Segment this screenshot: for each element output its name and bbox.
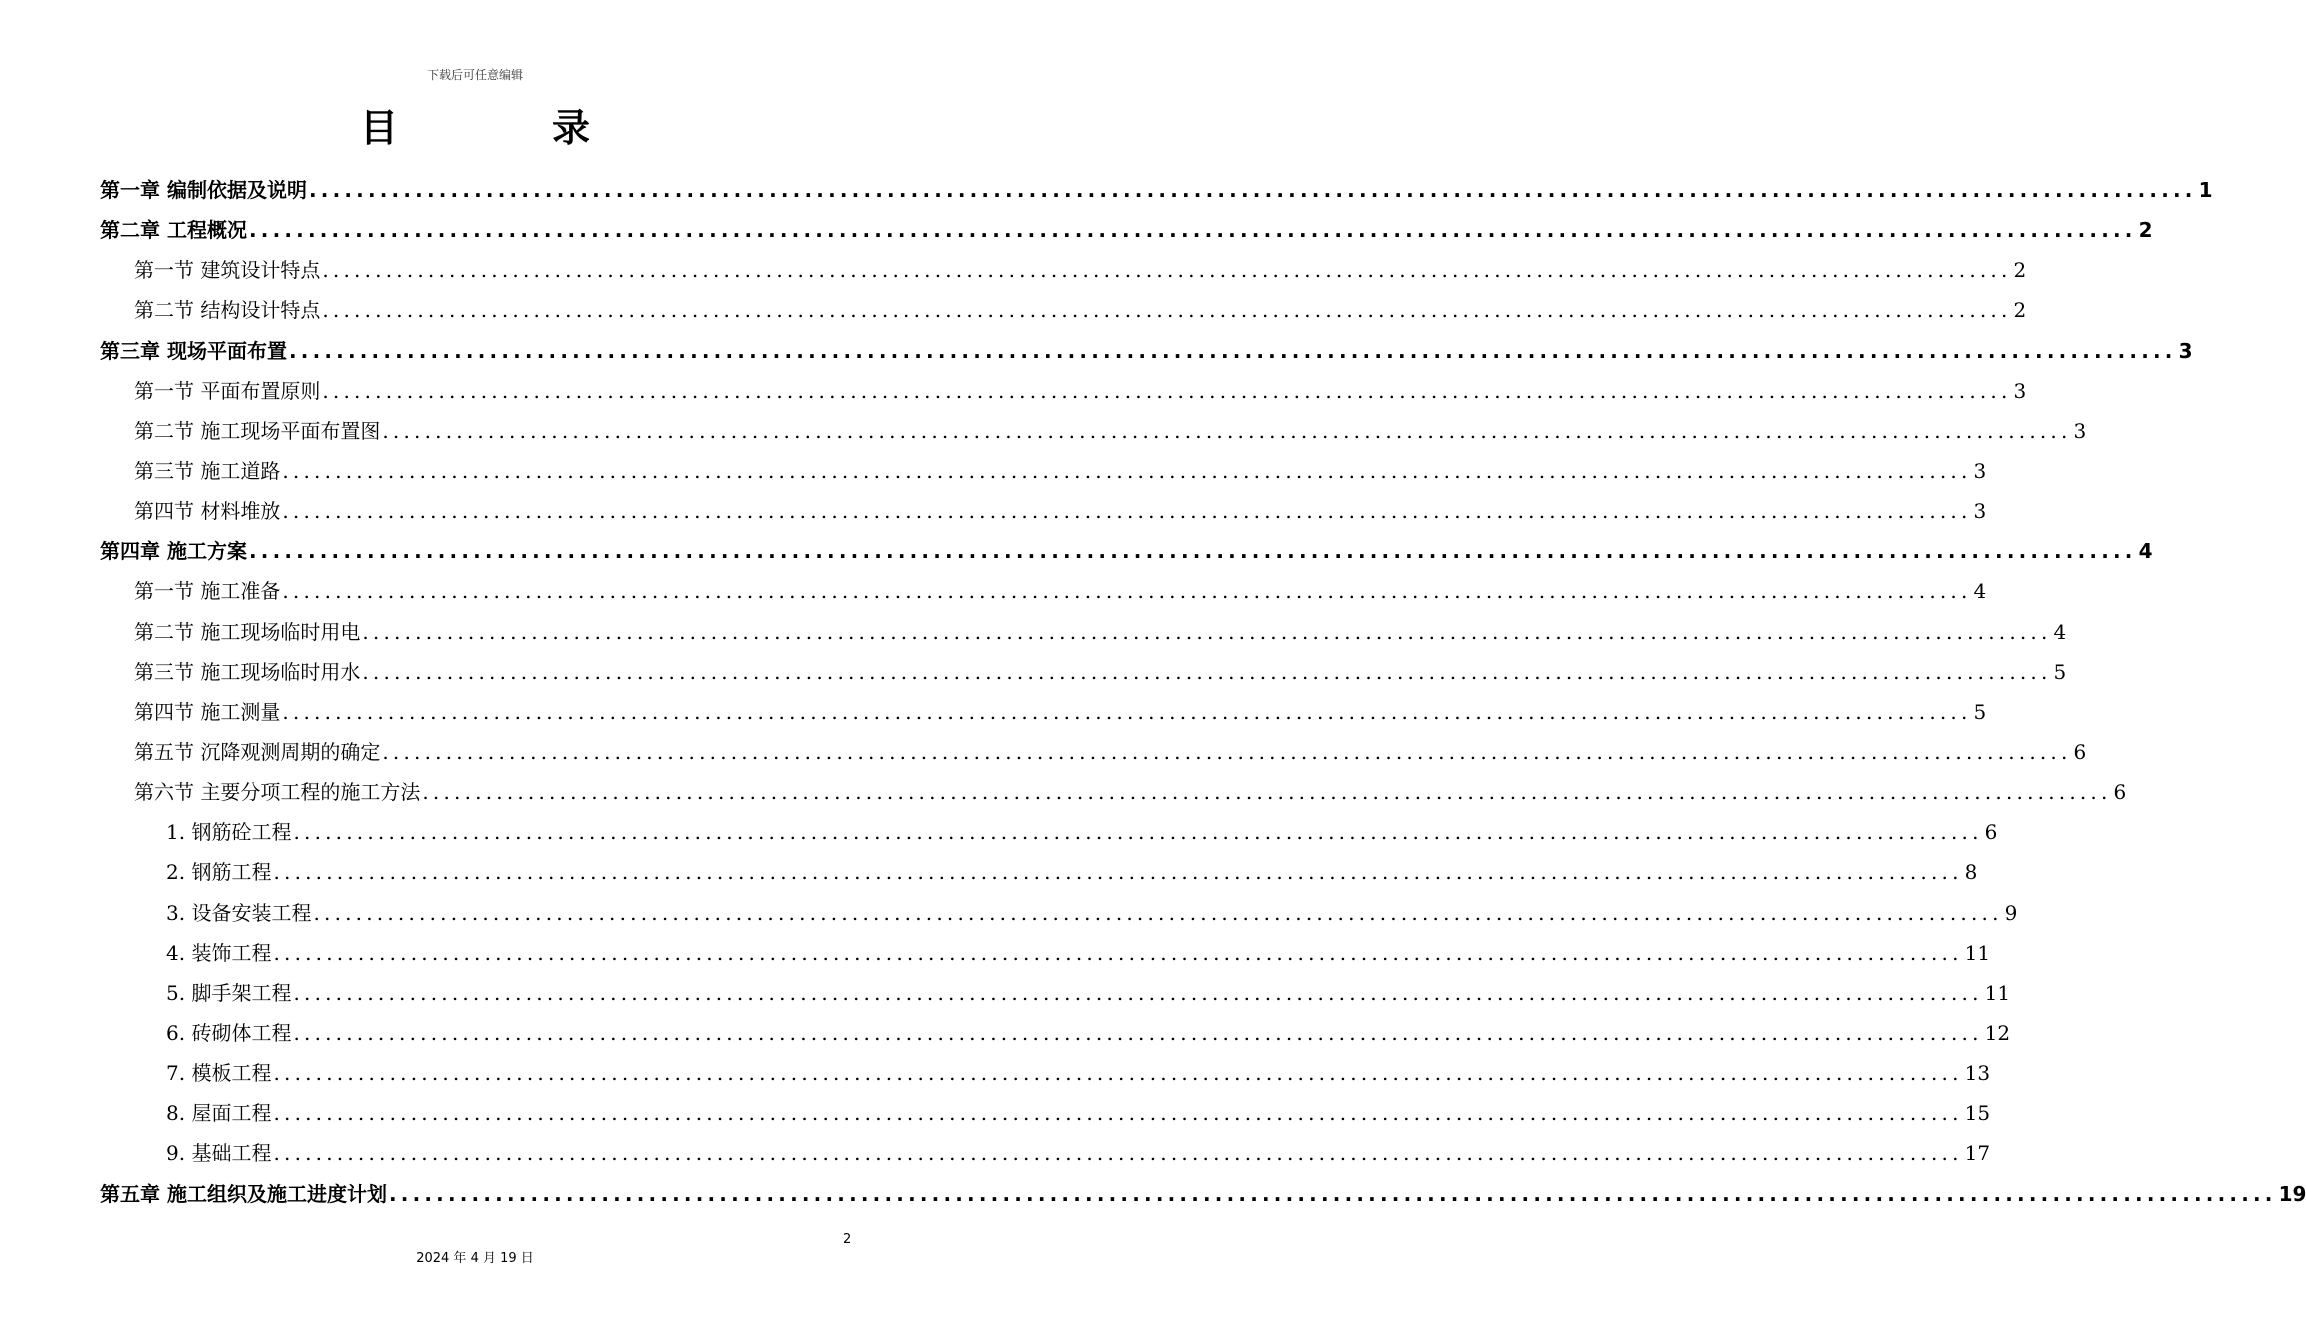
toc-entry-page: 11 bbox=[1984, 980, 2011, 1005]
toc-entry[interactable] bbox=[100, 1093, 1991, 1133]
toc-entry-label: 第三节 施工现场临时用水 bbox=[134, 659, 361, 684]
toc-entry-label: 6. 砖砌体工程 bbox=[166, 1021, 292, 1046]
toc-entry-page: 2 bbox=[2138, 218, 2153, 243]
toc-entry[interactable] bbox=[100, 491, 1987, 531]
toc-dot-leader: ................................................................................................................................................................ bbox=[282, 579, 1972, 604]
toc-entry-label: 7. 模板工程 bbox=[166, 1061, 272, 1086]
toc-dot-leader: ................................................................................................................................................................ bbox=[313, 900, 2003, 925]
toc-entry[interactable] bbox=[100, 1133, 1991, 1173]
toc-entry[interactable] bbox=[100, 210, 2153, 250]
toc-entry[interactable] bbox=[100, 973, 2011, 1013]
toc-entry-label: 第二章 工程概况 bbox=[100, 218, 247, 243]
toc-dot-leader: ................................................................................................................................................................ bbox=[248, 539, 2137, 564]
toc-entry-page: 6 bbox=[1984, 820, 1998, 845]
toc-entry-label: 3. 设备安装工程 bbox=[166, 900, 312, 925]
toc-entry-page: 17 bbox=[1964, 1141, 1991, 1166]
toc-dot-leader: ................................................................................................................................................................ bbox=[382, 740, 2072, 765]
toc-entry-page: 1 bbox=[2198, 178, 2213, 203]
title-char-2: 录 bbox=[552, 106, 591, 150]
toc-entry-label: 第二节 结构设计特点 bbox=[134, 298, 321, 323]
toc-entry[interactable] bbox=[100, 772, 2127, 812]
toc-dot-leader: ................................................................................................................................................................ bbox=[273, 1061, 1963, 1086]
toc-entry-label: 第二节 施工现场临时用电 bbox=[134, 619, 361, 644]
toc-dot-leader: ................................................................................................................................................................ bbox=[422, 780, 2112, 805]
toc-entry-page: 3 bbox=[2073, 418, 2087, 443]
toc-entry-label: 第六节 主要分项工程的施工方法 bbox=[134, 780, 421, 805]
toc-entry-label: 5. 脚手架工程 bbox=[166, 980, 292, 1005]
toc-entry-label: 第五章 施工组织及施工进度计划 bbox=[100, 1181, 387, 1206]
toc-dot-leader: ................................................................................................................................................................ bbox=[293, 820, 1983, 845]
page-number: 2 bbox=[843, 1232, 852, 1247]
toc-entry[interactable] bbox=[100, 290, 2027, 330]
footer-date: 2024 年 4 月 19 日 bbox=[416, 1251, 534, 1266]
toc-entry-page: 11 bbox=[1964, 940, 1991, 965]
toc-entry-label: 8. 屋面工程 bbox=[166, 1101, 272, 1126]
toc-entry-label: 第二节 施工现场平面布置图 bbox=[134, 418, 381, 443]
toc-dot-leader: ................................................................................................................................................................ bbox=[322, 298, 2012, 323]
toc-entry-label: 第三节 施工道路 bbox=[134, 459, 281, 484]
toc-dot-leader: ................................................................................................................................................................ bbox=[288, 338, 2177, 363]
toc-dot-leader: ................................................................................................................................................................ bbox=[273, 1141, 1963, 1166]
toc-entry[interactable] bbox=[100, 531, 2153, 571]
toc-dot-leader: ................................................................................................................................................................ bbox=[322, 378, 2012, 403]
toc-entry[interactable] bbox=[100, 893, 2018, 933]
toc-entry-label: 第一节 施工准备 bbox=[134, 579, 281, 604]
toc-entry[interactable] bbox=[100, 451, 1987, 491]
toc-entry[interactable] bbox=[100, 1053, 1991, 1093]
toc-entry-page: 3 bbox=[2178, 338, 2193, 363]
toc-entry[interactable] bbox=[100, 1013, 2011, 1053]
toc-dot-leader: ................................................................................................................................................................ bbox=[273, 860, 1963, 885]
toc-entry-page: 15 bbox=[1964, 1101, 1991, 1126]
toc-entry-page: 5 bbox=[1973, 699, 1987, 724]
toc-entry-page: 5 bbox=[2053, 659, 2067, 684]
toc-entry-page: 13 bbox=[1964, 1061, 1991, 1086]
toc-entry-label: 1. 钢筋砼工程 bbox=[166, 820, 292, 845]
toc-dot-leader: ................................................................................................................................................................ bbox=[293, 1021, 1983, 1046]
toc-entry[interactable] bbox=[100, 652, 2067, 692]
toc-entry-label: 9. 基础工程 bbox=[166, 1141, 272, 1166]
toc-entry[interactable] bbox=[100, 170, 2213, 210]
toc-entry-label: 第一节 平面布置原则 bbox=[134, 378, 321, 403]
toc-entry-label: 2. 钢筋工程 bbox=[166, 860, 272, 885]
toc-dot-leader: ................................................................................................................................................................ bbox=[282, 699, 1972, 724]
toc-dot-leader: ................................................................................................................................................................ bbox=[282, 499, 1972, 524]
toc-entry[interactable] bbox=[100, 933, 1991, 973]
toc-entry-page: 19 bbox=[2278, 1181, 2306, 1206]
toc-entry-page: 3 bbox=[1973, 459, 1987, 484]
toc-entry[interactable] bbox=[100, 371, 2027, 411]
toc-entry[interactable] bbox=[100, 612, 2067, 652]
toc-entry-page: 6 bbox=[2113, 780, 2127, 805]
toc-entry[interactable] bbox=[100, 852, 1978, 892]
toc-dot-leader: ................................................................................................................................................................ bbox=[322, 258, 2012, 283]
toc-entry[interactable] bbox=[100, 1174, 2306, 1214]
toc-entry-page: 12 bbox=[1984, 1021, 2011, 1046]
toc-dot-leader: ................................................................................................................................................................ bbox=[248, 218, 2137, 243]
toc-entry[interactable] bbox=[100, 331, 2193, 371]
toc-entry-page: 4 bbox=[1973, 579, 1987, 604]
toc-entry-page: 8 bbox=[1964, 860, 1978, 885]
toc-dot-leader: ................................................................................................................................................................ bbox=[293, 980, 1983, 1005]
toc-entry-page: 4 bbox=[2138, 539, 2153, 564]
toc-entry[interactable] bbox=[100, 692, 1987, 732]
toc-dot-leader: ................................................................................................................................................................ bbox=[308, 178, 2197, 203]
toc-entry[interactable] bbox=[100, 250, 2027, 290]
toc-dot-leader: ................................................................................................................................................................ bbox=[273, 940, 1963, 965]
toc-entry-page: 9 bbox=[2004, 900, 2018, 925]
toc-dot-leader: ................................................................................................................................................................ bbox=[388, 1181, 2277, 1206]
toc-entry-label: 第一节 建筑设计特点 bbox=[134, 258, 321, 283]
toc-entry-label: 第一章 编制依据及说明 bbox=[100, 178, 307, 203]
table-of-contents bbox=[100, 170, 2306, 1214]
toc-entry-label: 4. 装饰工程 bbox=[166, 940, 272, 965]
toc-entry-page: 6 bbox=[2073, 740, 2087, 765]
toc-entry-page: 2 bbox=[2013, 258, 2027, 283]
page-title bbox=[0, 104, 950, 152]
toc-entry-label: 第五节 沉降观测周期的确定 bbox=[134, 740, 381, 765]
toc-entry[interactable] bbox=[100, 812, 1998, 852]
toc-dot-leader: ................................................................................................................................................................ bbox=[382, 418, 2072, 443]
toc-entry-label: 第四节 施工测量 bbox=[134, 699, 281, 724]
toc-entry-label: 第四节 材料堆放 bbox=[134, 499, 281, 524]
header-note: 下载后可任意编辑 bbox=[426, 68, 523, 82]
toc-entry-label: 第四章 施工方案 bbox=[100, 539, 247, 564]
toc-entry[interactable] bbox=[100, 411, 2087, 451]
toc-dot-leader: ................................................................................................................................................................ bbox=[282, 459, 1972, 484]
toc-entry[interactable] bbox=[100, 571, 1987, 611]
toc-entry-page: 3 bbox=[1973, 499, 1987, 524]
title-char-1: 目 bbox=[359, 106, 398, 150]
toc-entry-page: 3 bbox=[2013, 378, 2027, 403]
toc-dot-leader: ................................................................................................................................................................ bbox=[273, 1101, 1963, 1126]
toc-dot-leader: ................................................................................................................................................................ bbox=[362, 619, 2052, 644]
toc-entry-label: 第三章 现场平面布置 bbox=[100, 338, 287, 363]
toc-entry-page: 4 bbox=[2053, 619, 2067, 644]
toc-dot-leader: ................................................................................................................................................................ bbox=[362, 659, 2052, 684]
toc-entry[interactable] bbox=[100, 732, 2087, 772]
toc-entry-page: 2 bbox=[2013, 298, 2027, 323]
